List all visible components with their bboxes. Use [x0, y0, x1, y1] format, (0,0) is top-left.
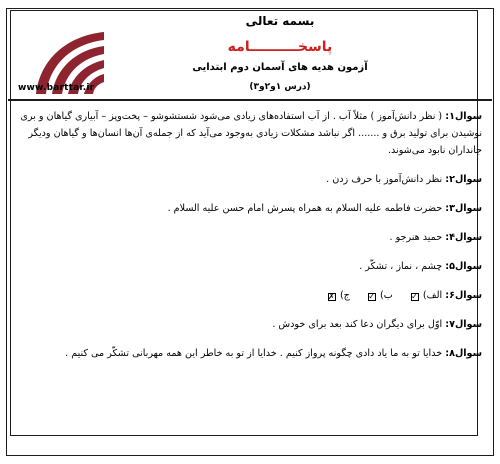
- answer-4: [18, 229, 482, 246]
- question-label: سوال۳:: [445, 203, 482, 214]
- answer-8: [18, 345, 482, 362]
- header-divider: [8, 99, 492, 101]
- answer-6: [18, 287, 482, 304]
- option-label: ج): [339, 290, 350, 301]
- header-bismillah: بسمه تعالی: [245, 14, 315, 28]
- question-label: سوال۵:: [445, 261, 482, 272]
- answer-text: نظر دانش‌آموز با حرف زدن .: [326, 174, 443, 185]
- option-label: الف): [422, 290, 443, 301]
- question-label: سوال۷:: [445, 319, 482, 330]
- option-jim: [327, 290, 350, 301]
- header-title: پاسخــــــــــامه: [227, 39, 333, 55]
- header-lessons: (درس ۱و۲و۳): [249, 82, 311, 92]
- option-alef: [407, 290, 442, 301]
- checkbox-crossed-icon: ✗: [328, 292, 335, 301]
- question-label: سوال۴:: [445, 232, 482, 243]
- logo-url: www.barttar.ir: [18, 83, 95, 93]
- answer-2: [18, 171, 482, 188]
- answer-text: حضرت فاطمه علیه السلام به همراه پسرش امام حسن علیه السلام .: [167, 203, 443, 214]
- option-be: [364, 290, 393, 301]
- answer-text: حمید هنرجو .: [389, 232, 443, 243]
- answer-text: چشم ، نماز ، تشکّر .: [359, 261, 443, 272]
- option-label: ب): [380, 290, 393, 301]
- question-label: سوال۲:: [445, 174, 482, 185]
- answer-1: [18, 108, 482, 159]
- answer-text: ( نظر دانش‌آموز ) مثلاً آب . از آب استفاده‌های زیادی می‌شود شستشوشو – پخت‌وپز – آبیاری گیاهان و بری نوشیدن برای تولید برق و ....... اگر نباشد مشکلات زیادی به‌وجود می‌آید که از جمله‌ی آن‌ها انسان‌ها و گیاهان ودیگر جانداران نابود می‌شوند.: [20, 111, 482, 156]
- header-subtitle: آزمون هدیه های آسمان دوم ابتدایی: [192, 62, 368, 73]
- answer-5: [18, 258, 482, 275]
- question-label: سوال۸:: [445, 348, 482, 359]
- answer-7: [18, 316, 482, 333]
- answer-list: [18, 108, 482, 448]
- answer-text: خدایا تو به ما یاد دادی چگونه پرواز کنیم . خدایا از تو به خاطر این همه مهربانی تشکّر می کنیم .: [65, 348, 443, 359]
- answer-text: اوّل برای دیگران دعا کند بعد برای خودش .: [272, 319, 443, 330]
- checkbox-checked-icon: ✓: [368, 292, 375, 301]
- checkbox-checked-icon: ✓: [411, 292, 418, 301]
- answer-3: [18, 200, 482, 217]
- question-label: سوال۱:: [445, 111, 482, 122]
- question-label: سوال۶:: [445, 290, 482, 301]
